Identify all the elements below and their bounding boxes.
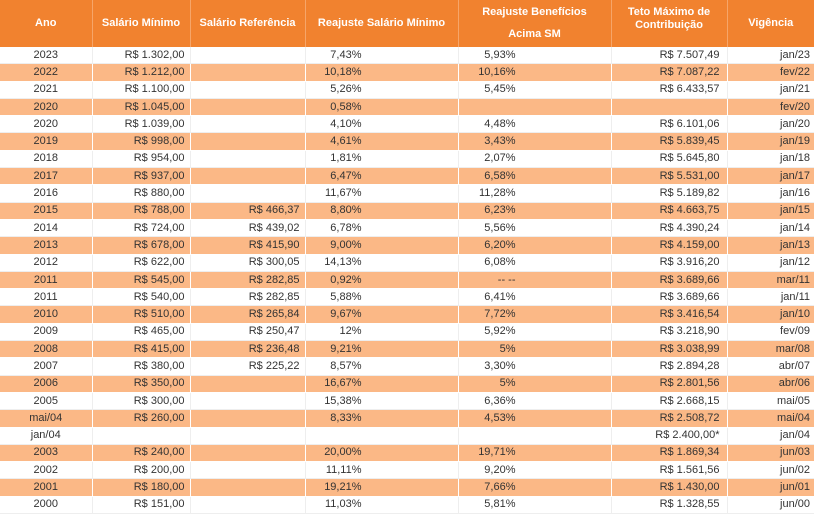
cell-reajuste-salario-minimo: 16,67% xyxy=(305,375,458,392)
cell-salario-minimo: R$ 180,00 xyxy=(92,479,190,496)
header-row xyxy=(0,0,814,47)
cell-ano: 2016 xyxy=(0,185,92,202)
cell-vigencia: mar/08 xyxy=(727,341,814,358)
cell-ano: 2023 xyxy=(0,47,92,64)
cell-teto-contribuicao: R$ 2.400,00* xyxy=(611,427,727,444)
table-row xyxy=(0,254,814,271)
cell-salario-referencia xyxy=(190,496,305,513)
cell-teto-contribuicao: R$ 6.433,57 xyxy=(611,81,727,98)
cell-reajuste-salario-minimo: 9,21% xyxy=(305,341,458,358)
cell-ano: mai/04 xyxy=(0,410,92,427)
cell-reajuste-salario-minimo: 7,43% xyxy=(305,47,458,64)
cell-ano: 2014 xyxy=(0,219,92,236)
cell-vigencia: jan/11 xyxy=(727,289,814,306)
table-row xyxy=(0,306,814,323)
cell-reajuste-beneficios xyxy=(458,427,611,444)
cell-ano: 2011 xyxy=(0,271,92,288)
cell-ano: 2013 xyxy=(0,237,92,254)
cell-reajuste-beneficios: 10,16% xyxy=(458,64,611,81)
table-row xyxy=(0,410,814,427)
cell-vigencia: mai/04 xyxy=(727,410,814,427)
cell-teto-contribuicao: R$ 2.668,15 xyxy=(611,392,727,409)
cell-ano: 2022 xyxy=(0,64,92,81)
header-reajuste-beneficios-line2: Acima SM xyxy=(508,28,561,40)
cell-salario-minimo: R$ 380,00 xyxy=(92,358,190,375)
cell-salario-minimo: R$ 415,00 xyxy=(92,341,190,358)
cell-salario-referencia: R$ 415,90 xyxy=(190,237,305,254)
cell-reajuste-salario-minimo: 8,33% xyxy=(305,410,458,427)
cell-salario-referencia xyxy=(190,168,305,185)
cell-reajuste-salario-minimo: 11,03% xyxy=(305,496,458,513)
cell-vigencia: jan/20 xyxy=(727,116,814,133)
cell-salario-minimo: R$ 788,00 xyxy=(92,202,190,219)
table-row xyxy=(0,358,814,375)
table-body xyxy=(0,47,814,514)
cell-salario-minimo: R$ 465,00 xyxy=(92,323,190,340)
cell-salario-referencia: R$ 282,85 xyxy=(190,289,305,306)
cell-reajuste-salario-minimo: 10,18% xyxy=(305,64,458,81)
cell-ano: 2003 xyxy=(0,444,92,461)
cell-reajuste-beneficios: 4,53% xyxy=(458,410,611,427)
cell-vigencia: jan/16 xyxy=(727,185,814,202)
cell-reajuste-beneficios: 11,28% xyxy=(458,185,611,202)
cell-salario-minimo: R$ 937,00 xyxy=(92,168,190,185)
cell-teto-contribuicao: R$ 6.101,06 xyxy=(611,116,727,133)
cell-salario-referencia xyxy=(190,150,305,167)
cell-teto-contribuicao: R$ 2.508,72 xyxy=(611,410,727,427)
header-vigencia: Vigência xyxy=(727,0,814,47)
cell-reajuste-beneficios: 6,08% xyxy=(458,254,611,271)
cell-vigencia: jan/12 xyxy=(727,254,814,271)
cell-salario-referencia: R$ 282,85 xyxy=(190,271,305,288)
cell-reajuste-salario-minimo: 5,88% xyxy=(305,289,458,306)
table-row xyxy=(0,81,814,98)
cell-salario-minimo: R$ 724,00 xyxy=(92,219,190,236)
cell-reajuste-beneficios: 7,72% xyxy=(458,306,611,323)
cell-teto-contribuicao: R$ 5.645,80 xyxy=(611,150,727,167)
cell-vigencia: fev/20 xyxy=(727,98,814,115)
table-row xyxy=(0,185,814,202)
cell-ano: jan/04 xyxy=(0,427,92,444)
cell-salario-minimo: R$ 540,00 xyxy=(92,289,190,306)
cell-salario-minimo: R$ 678,00 xyxy=(92,237,190,254)
cell-salario-referencia xyxy=(190,47,305,64)
cell-reajuste-salario-minimo: 15,38% xyxy=(305,392,458,409)
cell-reajuste-beneficios: 6,41% xyxy=(458,289,611,306)
cell-teto-contribuicao: R$ 2.801,56 xyxy=(611,375,727,392)
table-row xyxy=(0,375,814,392)
cell-salario-minimo: R$ 1.045,00 xyxy=(92,98,190,115)
cell-reajuste-beneficios: 2,07% xyxy=(458,150,611,167)
cell-salario-minimo xyxy=(92,427,190,444)
cell-reajuste-salario-minimo: 1,81% xyxy=(305,150,458,167)
cell-teto-contribuicao: R$ 3.916,20 xyxy=(611,254,727,271)
table-row xyxy=(0,462,814,479)
cell-teto-contribuicao: R$ 5.189,82 xyxy=(611,185,727,202)
cell-salario-referencia xyxy=(190,392,305,409)
cell-teto-contribuicao: R$ 2.894,28 xyxy=(611,358,727,375)
header-teto-line1: Teto Máximo de xyxy=(627,6,711,18)
cell-reajuste-salario-minimo: 11,67% xyxy=(305,185,458,202)
cell-ano: 2007 xyxy=(0,358,92,375)
cell-ano: 2020 xyxy=(0,116,92,133)
cell-salario-minimo: R$ 151,00 xyxy=(92,496,190,513)
cell-reajuste-salario-minimo: 8,57% xyxy=(305,358,458,375)
cell-reajuste-salario-minimo: 8,80% xyxy=(305,202,458,219)
cell-teto-contribuicao: R$ 5.531,00 xyxy=(611,168,727,185)
cell-reajuste-beneficios: 3,30% xyxy=(458,358,611,375)
cell-teto-contribuicao: R$ 3.689,66 xyxy=(611,289,727,306)
cell-reajuste-salario-minimo: 20,00% xyxy=(305,444,458,461)
cell-salario-referencia xyxy=(190,133,305,150)
cell-reajuste-salario-minimo: 4,10% xyxy=(305,116,458,133)
cell-reajuste-salario-minimo: 14,13% xyxy=(305,254,458,271)
cell-teto-contribuicao: R$ 4.159,00 xyxy=(611,237,727,254)
cell-vigencia: abr/06 xyxy=(727,375,814,392)
cell-reajuste-beneficios: 6,58% xyxy=(458,168,611,185)
table-row xyxy=(0,289,814,306)
cell-ano: 2021 xyxy=(0,81,92,98)
cell-reajuste-beneficios: 3,43% xyxy=(458,133,611,150)
cell-teto-contribuicao: R$ 7.507,49 xyxy=(611,47,727,64)
table-row xyxy=(0,341,814,358)
table-row xyxy=(0,479,814,496)
cell-ano: 2001 xyxy=(0,479,92,496)
cell-salario-minimo: R$ 954,00 xyxy=(92,150,190,167)
header-teto-line2: Contribuição xyxy=(635,19,703,31)
cell-teto-contribuicao: R$ 1.869,34 xyxy=(611,444,727,461)
table-row xyxy=(0,150,814,167)
cell-ano: 2018 xyxy=(0,150,92,167)
cell-reajuste-beneficios: 5,81% xyxy=(458,496,611,513)
cell-ano: 2009 xyxy=(0,323,92,340)
cell-salario-minimo: R$ 880,00 xyxy=(92,185,190,202)
cell-salario-referencia: R$ 265,84 xyxy=(190,306,305,323)
cell-reajuste-beneficios: 6,36% xyxy=(458,392,611,409)
cell-vigencia: jan/21 xyxy=(727,81,814,98)
table-row xyxy=(0,64,814,81)
cell-salario-referencia: R$ 439,02 xyxy=(190,219,305,236)
cell-vigencia: jun/02 xyxy=(727,462,814,479)
cell-vigencia: jan/10 xyxy=(727,306,814,323)
cell-salario-minimo: R$ 1.039,00 xyxy=(92,116,190,133)
table-header xyxy=(0,0,814,47)
cell-ano: 2008 xyxy=(0,341,92,358)
header-salario-referencia: Salário Referência xyxy=(190,0,305,47)
cell-reajuste-beneficios: 5,56% xyxy=(458,219,611,236)
cell-vigencia: jun/03 xyxy=(727,444,814,461)
cell-salario-referencia xyxy=(190,444,305,461)
cell-salario-minimo: R$ 510,00 xyxy=(92,306,190,323)
cell-vigencia: jan/18 xyxy=(727,150,814,167)
table-row xyxy=(0,202,814,219)
cell-salario-minimo: R$ 300,00 xyxy=(92,392,190,409)
cell-salario-minimo: R$ 350,00 xyxy=(92,375,190,392)
cell-teto-contribuicao: R$ 4.390,24 xyxy=(611,219,727,236)
cell-reajuste-salario-minimo: 19,21% xyxy=(305,479,458,496)
cell-vigencia: fev/09 xyxy=(727,323,814,340)
cell-reajuste-salario-minimo: 9,67% xyxy=(305,306,458,323)
cell-vigencia: mar/11 xyxy=(727,271,814,288)
cell-reajuste-beneficios: 7,66% xyxy=(458,479,611,496)
cell-reajuste-beneficios: 4,48% xyxy=(458,116,611,133)
cell-reajuste-beneficios: 5,92% xyxy=(458,323,611,340)
cell-reajuste-salario-minimo: 6,47% xyxy=(305,168,458,185)
cell-ano: 2010 xyxy=(0,306,92,323)
table-row xyxy=(0,219,814,236)
table-row xyxy=(0,133,814,150)
cell-salario-referencia xyxy=(190,98,305,115)
cell-salario-referencia xyxy=(190,116,305,133)
cell-ano: 2019 xyxy=(0,133,92,150)
cell-salario-minimo: R$ 545,00 xyxy=(92,271,190,288)
cell-salario-referencia xyxy=(190,81,305,98)
cell-reajuste-beneficios xyxy=(458,98,611,115)
cell-reajuste-beneficios: 5,45% xyxy=(458,81,611,98)
cell-vigencia: abr/07 xyxy=(727,358,814,375)
cell-vigencia: jan/23 xyxy=(727,47,814,64)
cell-ano: 2011 xyxy=(0,289,92,306)
table-row xyxy=(0,116,814,133)
cell-teto-contribuicao: R$ 1.561,56 xyxy=(611,462,727,479)
cell-ano: 2005 xyxy=(0,392,92,409)
cell-vigencia: fev/22 xyxy=(727,64,814,81)
cell-teto-contribuicao: R$ 3.416,54 xyxy=(611,306,727,323)
cell-reajuste-beneficios: -- -- xyxy=(458,271,611,288)
header-reajuste-beneficios xyxy=(458,0,611,47)
cell-salario-referencia: R$ 225,22 xyxy=(190,358,305,375)
cell-teto-contribuicao: R$ 4.663,75 xyxy=(611,202,727,219)
cell-teto-contribuicao: R$ 3.689,66 xyxy=(611,271,727,288)
cell-vigencia: jan/17 xyxy=(727,168,814,185)
cell-vigencia: jan/13 xyxy=(727,237,814,254)
cell-ano: 2017 xyxy=(0,168,92,185)
cell-salario-minimo: R$ 1.212,00 xyxy=(92,64,190,81)
cell-salario-referencia xyxy=(190,427,305,444)
cell-ano: 2012 xyxy=(0,254,92,271)
cell-salario-referencia: R$ 466,37 xyxy=(190,202,305,219)
cell-salario-referencia xyxy=(190,479,305,496)
cell-reajuste-beneficios: 6,23% xyxy=(458,202,611,219)
cell-salario-minimo: R$ 1.302,00 xyxy=(92,47,190,64)
cell-salario-minimo: R$ 200,00 xyxy=(92,462,190,479)
cell-teto-contribuicao: R$ 7.087,22 xyxy=(611,64,727,81)
cell-salario-minimo: R$ 622,00 xyxy=(92,254,190,271)
header-salario-minimo: Salário Mínimo xyxy=(92,0,190,47)
cell-salario-referencia xyxy=(190,410,305,427)
table-row xyxy=(0,237,814,254)
cell-reajuste-salario-minimo xyxy=(305,427,458,444)
cell-vigencia: jun/00 xyxy=(727,496,814,513)
cell-vigencia: jan/14 xyxy=(727,219,814,236)
cell-reajuste-beneficios: 5% xyxy=(458,341,611,358)
cell-teto-contribuicao: R$ 1.328,55 xyxy=(611,496,727,513)
cell-reajuste-salario-minimo: 0,58% xyxy=(305,98,458,115)
cell-salario-minimo: R$ 240,00 xyxy=(92,444,190,461)
cell-teto-contribuicao: R$ 3.038,99 xyxy=(611,341,727,358)
cell-reajuste-salario-minimo: 11,11% xyxy=(305,462,458,479)
header-ano: Ano xyxy=(0,0,92,47)
cell-salario-referencia xyxy=(190,375,305,392)
cell-reajuste-salario-minimo: 5,26% xyxy=(305,81,458,98)
cell-vigencia: jun/01 xyxy=(727,479,814,496)
table-row xyxy=(0,323,814,340)
cell-reajuste-beneficios: 19,71% xyxy=(458,444,611,461)
cell-salario-referencia: R$ 250,47 xyxy=(190,323,305,340)
cell-vigencia: jan/15 xyxy=(727,202,814,219)
cell-reajuste-beneficios: 6,20% xyxy=(458,237,611,254)
table-row xyxy=(0,168,814,185)
cell-vigencia: mai/05 xyxy=(727,392,814,409)
cell-salario-referencia xyxy=(190,64,305,81)
cell-ano: 2020 xyxy=(0,98,92,115)
table-row xyxy=(0,271,814,288)
cell-reajuste-salario-minimo: 0,92% xyxy=(305,271,458,288)
cell-salario-minimo: R$ 1.100,00 xyxy=(92,81,190,98)
cell-salario-referencia xyxy=(190,185,305,202)
cell-salario-referencia: R$ 236,48 xyxy=(190,341,305,358)
table-row xyxy=(0,444,814,461)
table-row xyxy=(0,47,814,64)
cell-ano: 2000 xyxy=(0,496,92,513)
cell-reajuste-salario-minimo: 9,00% xyxy=(305,237,458,254)
cell-reajuste-salario-minimo: 6,78% xyxy=(305,219,458,236)
cell-reajuste-beneficios: 5,93% xyxy=(458,47,611,64)
cell-reajuste-beneficios: 9,20% xyxy=(458,462,611,479)
cell-vigencia: jan/19 xyxy=(727,133,814,150)
table-row xyxy=(0,427,814,444)
header-reajuste-beneficios-line1: Reajuste Benefícios xyxy=(482,6,587,18)
cell-ano: 2006 xyxy=(0,375,92,392)
cell-reajuste-beneficios: 5% xyxy=(458,375,611,392)
cell-reajuste-salario-minimo: 12% xyxy=(305,323,458,340)
table-row xyxy=(0,392,814,409)
cell-salario-minimo: R$ 998,00 xyxy=(92,133,190,150)
cell-ano: 2015 xyxy=(0,202,92,219)
header-teto-maximo xyxy=(611,0,727,47)
cell-salario-minimo: R$ 260,00 xyxy=(92,410,190,427)
cell-ano: 2002 xyxy=(0,462,92,479)
cell-teto-contribuicao xyxy=(611,98,727,115)
cell-teto-contribuicao: R$ 1.430,00 xyxy=(611,479,727,496)
cell-teto-contribuicao: R$ 3.218,90 xyxy=(611,323,727,340)
cell-salario-referencia xyxy=(190,462,305,479)
cell-teto-contribuicao: R$ 5.839,45 xyxy=(611,133,727,150)
table-row xyxy=(0,98,814,115)
table-row xyxy=(0,496,814,513)
cell-reajuste-salario-minimo: 4,61% xyxy=(305,133,458,150)
cell-vigencia: jan/04 xyxy=(727,427,814,444)
header-reajuste-salario-minimo: Reajuste Salário Mínimo xyxy=(305,0,458,47)
cell-salario-referencia: R$ 300,05 xyxy=(190,254,305,271)
